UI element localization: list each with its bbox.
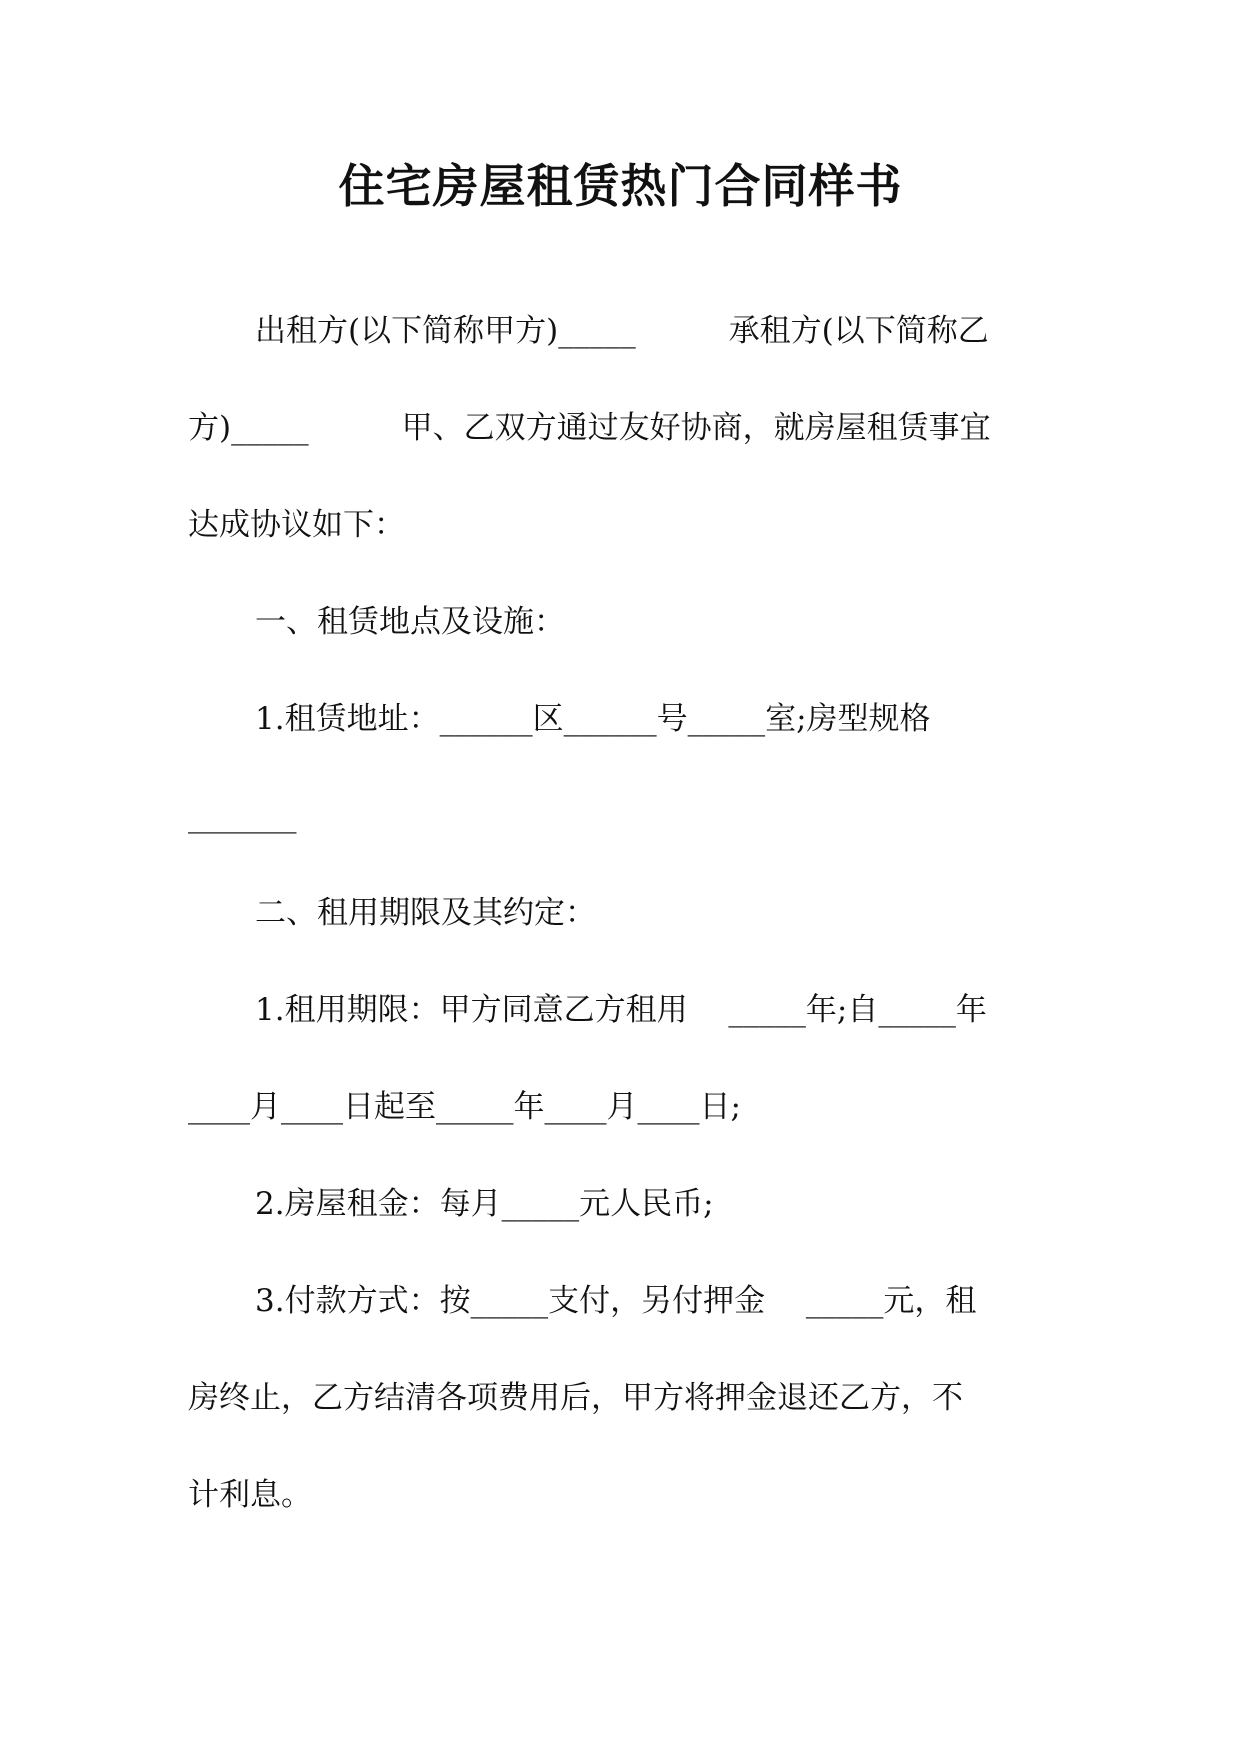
clause-address-cont: _______ <box>188 798 297 834</box>
clause-payment-cont: 房终止，乙方结清各项费用后，甲方将押金退还乙方，不 <box>188 1380 963 1416</box>
section-heading-term: 二、租用期限及其约定： <box>255 895 596 931</box>
paragraph-line-parties-cont: 方)_____ 甲、乙双方通过友好协商，就房屋租赁事宜 <box>188 410 991 446</box>
clause-address: 1.租赁地址：______区______号_____室;房型规格 <box>255 701 931 737</box>
paragraph-line-parties: 出租方(以下简称甲方)_____ 承租方(以下简称乙 <box>255 313 989 349</box>
paragraph-line-agreement: 达成协议如下： <box>188 507 405 543</box>
clause-payment: 3.付款方式：按_____支付，另付押金 _____元，租 <box>255 1283 977 1319</box>
clause-term-cont: ____月____日起至_____年____月____日; <box>188 1089 741 1125</box>
clause-term: 1.租用期限：甲方同意乙方租用 _____年;自_____年 <box>255 992 987 1028</box>
section-heading-location: 一、租赁地点及设施： <box>255 604 565 640</box>
document-title: 住宅房屋租赁热门合同样书 <box>338 159 903 213</box>
clause-rent: 2.房屋租金：每月_____元人民币; <box>255 1186 714 1222</box>
clause-payment-end: 计利息。 <box>188 1477 312 1513</box>
